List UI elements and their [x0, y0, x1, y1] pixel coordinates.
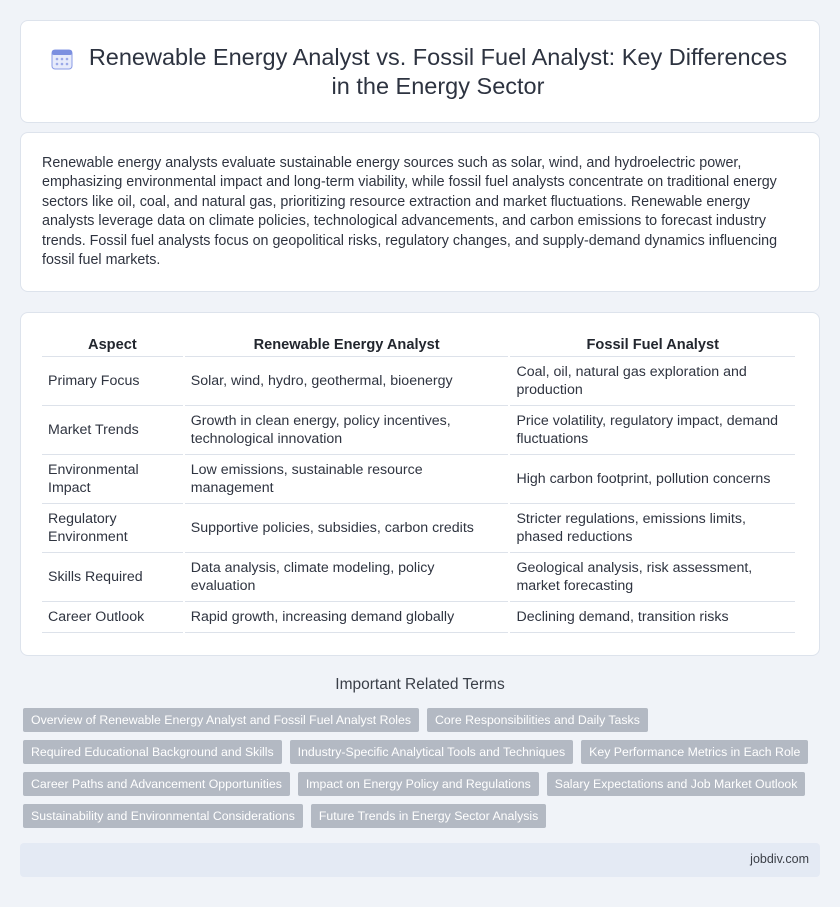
tag-row: [23, 804, 803, 828]
related-term-tag[interactable]: Key Performance Metrics in Each Role: [581, 740, 808, 764]
related-term-tag[interactable]: Career Paths and Advancement Opportunities: [23, 772, 290, 796]
table-cell: Environmental Impact: [42, 455, 183, 504]
intro-paragraph: Renewable energy analysts evaluate sustainable energy sources such as solar, wind, and hydroelectric power, emphasizing environmental impact and long-term viability, while fossil fuel analysts concentrate on traditional energy sectors like oil, coal, and natural gas, prioritizing resource extraction and market fluctuations. Renewable energy analysts leverage data on climate policies, technological advancements, and carbon emissions to forecast industry trends. Fossil fuel analysts focus on geopolitical risks, regulatory changes, and supply-demand dynamics influencing fossil fuel markets.: [42, 155, 778, 269]
tag-row: [23, 740, 803, 764]
table-cell: Growth in clean energy, policy incentives, technological innovation: [185, 406, 509, 455]
table-cell: Solar, wind, hydro, geothermal, bioenergy: [185, 357, 509, 406]
table-row: [42, 504, 795, 553]
related-term-tag[interactable]: Salary Expectations and Job Market Outlook: [547, 772, 806, 796]
header-aspect: Aspect: [42, 333, 183, 357]
table-cell: Supportive policies, subsidies, carbon credits: [185, 504, 509, 553]
related-terms-title: Important Related Terms: [335, 676, 505, 693]
page-title: Renewable Energy Analyst vs. Fossil Fuel Analyst: Key Differences in the Energy Sector: [88, 43, 788, 99]
table-row: [42, 455, 795, 504]
table-cell: Rapid growth, increasing demand globally: [185, 602, 509, 633]
table-row: [42, 406, 795, 455]
table-cell: Data analysis, climate modeling, policy evaluation: [185, 553, 509, 602]
footer-site-link[interactable]: jobdiv.com: [750, 852, 809, 866]
footer: [20, 843, 820, 877]
related-term-tag[interactable]: Overview of Renewable Energy Analyst and Fossil Fuel Analyst Roles: [23, 708, 419, 732]
table-row: [42, 357, 795, 406]
table-cell: Skills Required: [42, 553, 183, 602]
table-cell: Stricter regulations, emissions limits, phased reductions: [510, 504, 795, 553]
header-card: [20, 20, 820, 123]
table-cell: Market Trends: [42, 406, 183, 455]
comparison-table-card: [20, 312, 820, 656]
tag-row: [23, 708, 803, 732]
header-fossil: Fossil Fuel Analyst: [510, 333, 795, 357]
tag-row: [23, 772, 803, 796]
related-term-tag[interactable]: Future Trends in Energy Sector Analysis: [311, 804, 546, 828]
table-cell: High carbon footprint, pollution concerns: [510, 455, 795, 504]
related-term-tag[interactable]: Impact on Energy Policy and Regulations: [298, 772, 539, 796]
table-cell: Declining demand, transition risks: [510, 602, 795, 633]
table-cell: Career Outlook: [42, 602, 183, 633]
related-term-tag[interactable]: Industry-Specific Analytical Tools and Techniques: [290, 740, 574, 764]
intro-card: [20, 132, 820, 292]
related-term-tag[interactable]: Required Educational Background and Skills: [23, 740, 282, 764]
comparison-table: [40, 333, 797, 633]
related-term-tag[interactable]: Core Responsibilities and Daily Tasks: [427, 708, 648, 732]
table-cell: Geological analysis, risk assessment, market forecasting: [510, 553, 795, 602]
table-row: [42, 602, 795, 633]
table-cell: Price volatility, regulatory impact, demand fluctuations: [510, 406, 795, 455]
table-cell: Coal, oil, natural gas exploration and production: [510, 357, 795, 406]
table-header-row: [42, 333, 795, 357]
table-row: [42, 553, 795, 602]
related-term-tag[interactable]: Sustainability and Environmental Considerations: [23, 804, 303, 828]
table-cell: Primary Focus: [42, 357, 183, 406]
table-cell: Low emissions, sustainable resource management: [185, 455, 509, 504]
table-cell: Regulatory Environment: [42, 504, 183, 553]
header-renewable: Renewable Energy Analyst: [185, 333, 509, 357]
related-terms-list: [23, 708, 803, 836]
